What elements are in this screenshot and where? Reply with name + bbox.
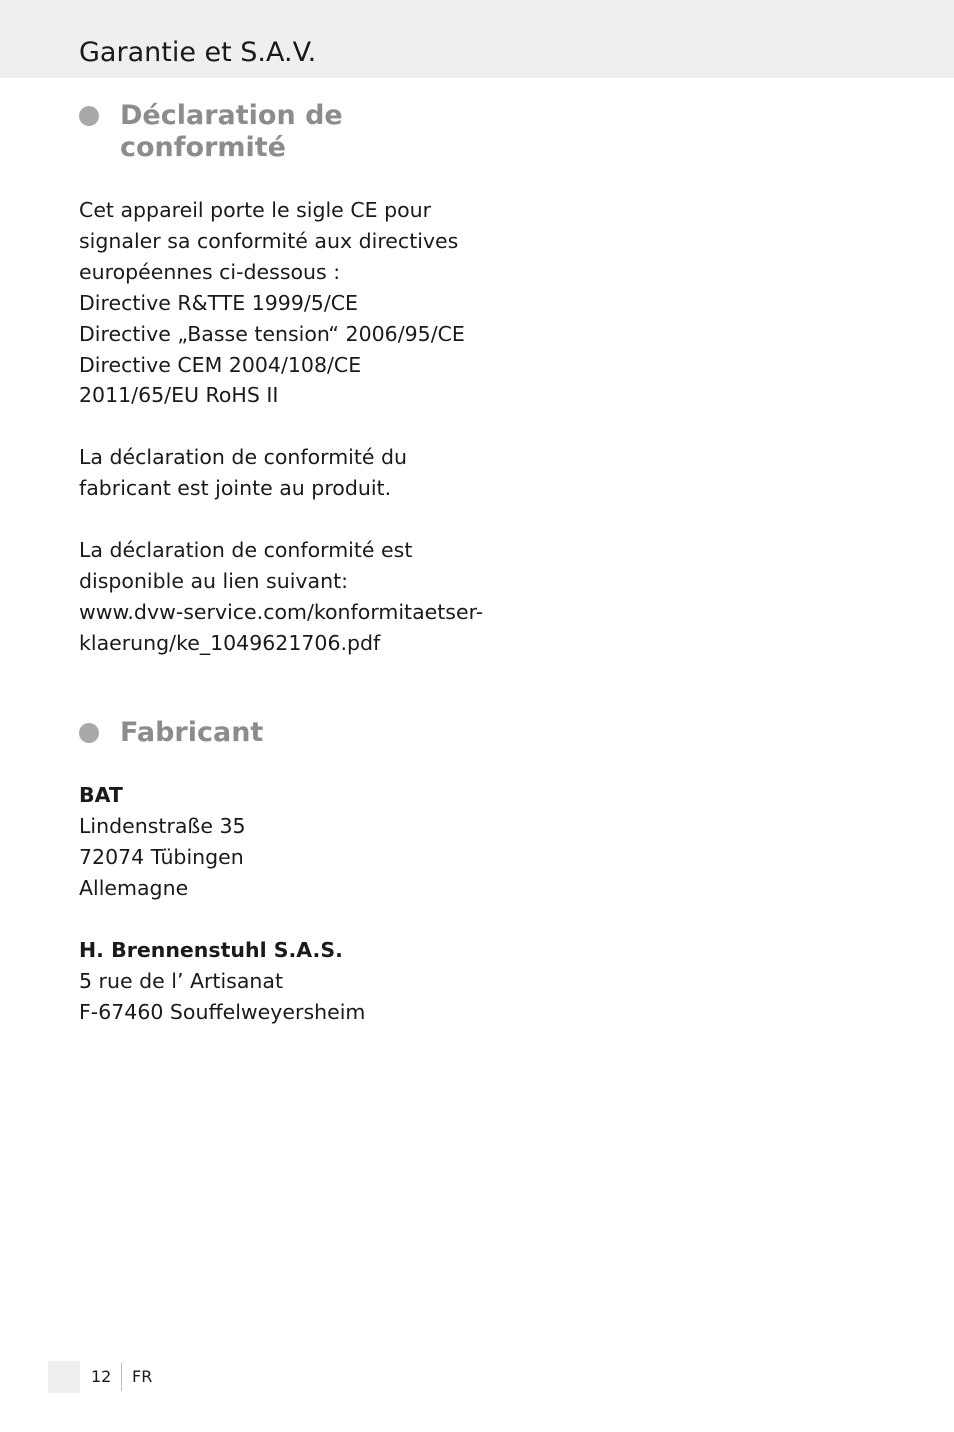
page-number: 12 [91,1367,112,1386]
language-code: FR [132,1367,153,1386]
text-line: www.dvw-service.com/konformitaetser- [79,599,484,624]
manufacturer-company-2 [79,935,519,1028]
bullet-icon [79,723,99,743]
manufacturer-heading-text: Fabricant [120,717,264,748]
text-line: européennes ci-dessous : [79,259,341,284]
text-line: La déclaration de conformité est [79,538,413,562]
address-line: 5 rue de l’ Artisanat [79,968,283,993]
text-line: Directive CEM 2004/108/CE [79,352,362,377]
footer-marker [48,1361,80,1393]
text-line: La déclaration de conformité du [79,445,408,469]
text-line: 2011/65/EU RoHS II [79,383,279,408]
company-name: BAT [79,783,123,807]
address-line: Allemagne [79,875,189,900]
declaration-paragraph-2 [79,442,519,504]
text-line: Cet appareil porte le sigle CE pour [79,198,432,222]
footer-divider [121,1363,122,1391]
declaration-heading-text: Déclaration de conformité [120,100,343,163]
manufacturer-company-1 [79,780,519,904]
text-line: fabricant est jointe au produit. [79,475,392,500]
declaration-paragraph-1 [79,195,519,411]
text-line: Directive R&TTE 1999/5/CE [79,290,359,315]
address-line: Lindenstraße 35 [79,813,246,838]
text-line: Directive „Basse tension“ 2006/95/CE [79,321,465,346]
text-line: signaler sa conformité aux directives [79,228,459,253]
address-line: 72074 Tübingen [79,844,244,869]
page-title: Garantie et S.A.V. [79,37,317,68]
company-name: H. Brennenstuhl S.A.S. [79,938,343,962]
bullet-icon [79,106,99,126]
address-line: F-67460 Souffelweyersheim [79,999,366,1024]
text-line: disponible au lien suivant: [79,568,349,593]
text-line: klaerung/ke_1049621706.pdf [79,630,381,655]
declaration-paragraph-3 [79,535,519,659]
